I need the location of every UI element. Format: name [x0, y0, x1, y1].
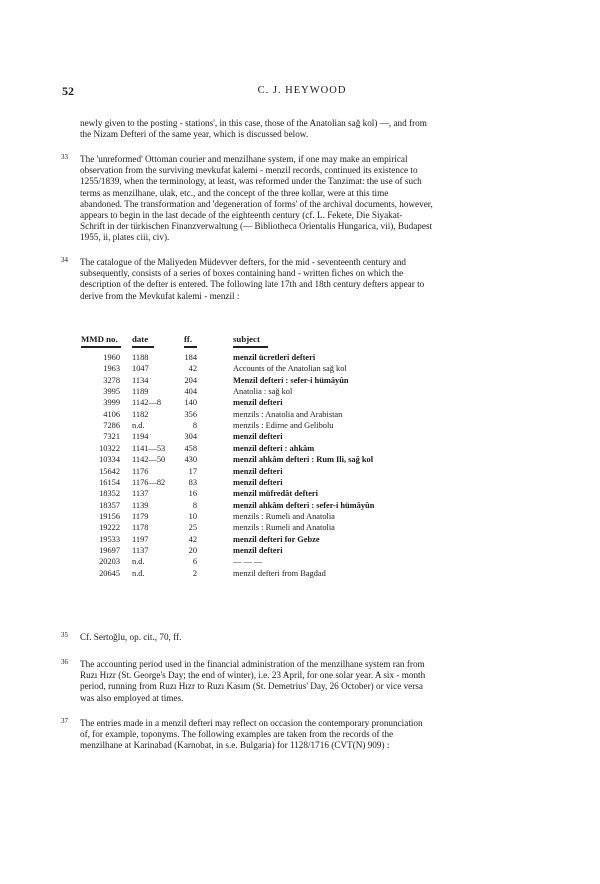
subject-cell: menzil defteri for Gebze: [233, 534, 320, 544]
subject-cell: menzil ücretleri defteri: [233, 353, 316, 362]
subject-cell: Accounts of the Anatolian sağ kol: [233, 364, 347, 374]
subject-cell: Menzil defteri : sefer-i hümâyûn: [233, 375, 349, 385]
ff-cell: 204: [184, 375, 197, 385]
column-header-date: date: [132, 334, 149, 344]
ff-cell: 8: [192, 421, 197, 431]
mmd-no-cell: 3995: [103, 387, 120, 397]
text-line: terms as menzilhane, ulak, etc., and the concept of the three kollar, were at this time: [80, 187, 389, 198]
subject-cell: menzils : Edirne and Gelibolu: [233, 421, 334, 431]
footnote-37: [80, 718, 558, 752]
mmd-no-cell: 20203: [99, 557, 120, 567]
subject-cell: menzil defteri: [233, 477, 283, 487]
ff-cell: 2: [192, 568, 197, 578]
subject-cell: menzil defteri : ahkâm: [233, 443, 315, 453]
mmd-no-cell: 4106: [103, 409, 120, 419]
page-number: 52: [62, 84, 74, 98]
date-cell: 1179: [132, 511, 149, 521]
text-line: of, for example, toponyms. The following examples are taken from the records of the: [80, 729, 394, 740]
text-line: the Nizam Defteri of the same year, which is discussed below.: [80, 129, 309, 140]
text-line: 1955, ii, plates ciii, civ).: [80, 232, 170, 243]
text-line: was also employed at times.: [80, 692, 184, 703]
text-line: observation from the surviving mevkufat kalemi - menzil records, continued its existence to: [80, 165, 418, 176]
date-cell: 1137: [132, 489, 149, 499]
mmd-no-cell: 15642: [99, 466, 120, 476]
text-line: description of the defter is entered. The following late 17th and 18th century defters appear to: [80, 279, 425, 290]
header-rule: [132, 346, 154, 348]
ff-cell: 304: [184, 432, 197, 442]
mmd-no-cell: 19156: [99, 511, 120, 521]
text-line: The accounting period used in the financial administration of the menzilhane system ran from: [80, 659, 425, 669]
subject-cell: — — —: [233, 557, 263, 567]
date-cell: 1176: [132, 466, 149, 476]
mmd-no-cell: 7321: [103, 432, 120, 442]
subject-cell: menzil defteri: [233, 466, 283, 476]
footnote-marker: 36: [61, 658, 68, 666]
date-cell: 1142—50: [132, 455, 166, 465]
mmd-no-cell: 19222: [99, 523, 120, 533]
text-line: The entries made in a menzil defteri may reflect on occasion the contemporary pronunciation: [80, 718, 423, 728]
text-line: Schrift in der türkischen Finanzverwaltung (— Bibliotheca Orientalis Hungarica, vii), Budapest: [80, 221, 433, 232]
mmd-no-cell: 20645: [99, 568, 120, 578]
date-cell: n.d.: [132, 421, 145, 431]
ff-cell: 16: [188, 489, 197, 499]
mmd-no-cell: 7286: [103, 421, 120, 431]
ff-cell: 430: [184, 455, 197, 465]
mmd-no-cell: 10334: [99, 455, 120, 465]
text-line: Ruzı Hızr (St. George's Day; the end of winter), i.e. 23 April, for one solar year. A six - month: [80, 670, 426, 681]
date-cell: 1141—53: [132, 443, 166, 453]
page-header: [62, 84, 542, 100]
subject-cell: Anatolia : sağ kol: [233, 387, 293, 397]
header-rule: [184, 346, 197, 348]
text-line: period, running from Ruzı Hızr to Ruzı Kasım (St. Demetrius' Day, 26 October) or vice versa: [80, 681, 423, 692]
text-line: 1255/1839, when the terminology, at least, was reformed under the Tanzimat: the use of such: [80, 176, 422, 187]
ff-cell: 356: [184, 409, 197, 419]
text-line: Cf. Sertoğlu, op. cit., 70, ff.: [80, 632, 182, 642]
text-line: newly given to the posting - stations', in this case, those of the Anatolian sağ kol) —, and from: [80, 118, 427, 128]
mmd-no-cell: 3278: [103, 375, 120, 385]
ff-cell: 458: [184, 443, 197, 453]
text-line: The catalogue of the Maliyeden Müdevver defters, for the mid - seventeenth century and: [80, 257, 407, 267]
date-cell: n.d.: [132, 557, 145, 567]
mmd-no-cell: 19533: [99, 534, 120, 544]
mmd-no-cell: 18352: [99, 489, 120, 499]
mmd-no-cell: 1963: [103, 364, 120, 374]
ff-cell: 10: [188, 511, 197, 521]
mmd-no-cell: 10322: [99, 443, 120, 453]
subject-cell: menzil ahkâm defteri : Rum Ili, sağ kol: [233, 455, 374, 465]
ff-cell: 17: [188, 466, 197, 476]
date-cell: 1188: [132, 353, 149, 362]
date-cell: 1137: [132, 545, 149, 555]
subject-cell: menzil defteri: [233, 398, 283, 408]
footnote-34: [80, 257, 558, 302]
date-cell: 1176—82: [132, 477, 166, 487]
text-line: menzilhane at Karinabad (Karnobat, in s.e. Bulgaria) for 1128/1716 (CVT(N) 909) :: [80, 740, 390, 751]
date-cell: 1047: [132, 364, 149, 374]
header-rule: [233, 346, 268, 348]
subject-cell: menzils : Anatolia and Arabistan: [233, 409, 343, 419]
text-line: subsequently, consists of a series of boxes containing hand - written fiches on which the: [80, 268, 404, 279]
ff-cell: 42: [188, 534, 197, 544]
mmd-no-cell: 19697: [99, 545, 120, 555]
ff-cell: 20: [188, 545, 197, 555]
date-cell: 1194: [132, 432, 149, 442]
footnote-36: [80, 659, 558, 704]
column-header-ff: ff.: [184, 334, 193, 344]
text-line: The 'unreformed' Ottoman courier and menzilhane system, if one may make an empirical: [80, 154, 408, 164]
date-cell: 1134: [132, 375, 149, 385]
subject-cell: menzil defteri: [233, 545, 283, 555]
date-cell: 1182: [132, 409, 149, 419]
date-cell: 1178: [132, 523, 149, 533]
continuation-paragraph: [80, 118, 558, 140]
subject-cell: menzil ahkâm defteri : sefer-i hümâyûn: [233, 500, 375, 510]
subject-cell: menzils : Rumeli and Anatolia: [233, 511, 335, 521]
text-line: derive from the Mevkufat kalemi - menzil :: [80, 290, 240, 301]
running-head: C. J. HEYWOOD: [257, 85, 347, 96]
date-cell: 1189: [132, 387, 149, 397]
ff-cell: 8: [192, 500, 197, 510]
subject-cell: menzil defteri: [233, 432, 283, 442]
ff-cell: 83: [188, 477, 197, 487]
mmd-no-cell: 3999: [103, 398, 120, 408]
mmd-no-cell: 16154: [99, 477, 120, 487]
footnote-marker: 37: [61, 717, 68, 725]
date-cell: 1197: [132, 534, 149, 544]
ff-cell: 42: [188, 364, 197, 374]
header-rule: [81, 346, 121, 348]
footnote-marker: 33: [61, 153, 68, 161]
ff-cell: 6: [192, 557, 197, 567]
subject-cell: menzil defteri from Bagdad: [233, 568, 326, 578]
ff-cell: 184: [184, 353, 197, 362]
text-line: appears to begin in the last decade of the eighteenth century (cf. L. Fekete, Die Siyakat-: [80, 210, 403, 221]
footnote-35: [80, 632, 558, 643]
ff-cell: 25: [188, 523, 197, 533]
date-cell: 1142—8: [132, 398, 162, 408]
subject-cell: menzils : Rumeli and Anatolia: [233, 523, 335, 533]
ff-cell: 404: [184, 387, 197, 397]
footnote-marker: 34: [61, 256, 68, 264]
text-line: abandoned. The transformation and 'degeneration of forms' of the archival documents, however,: [80, 198, 433, 209]
date-cell: n.d.: [132, 568, 145, 578]
footnote-33: [80, 154, 558, 244]
mmd-no-cell: 18357: [99, 500, 120, 510]
column-header-subject: subject: [233, 334, 260, 344]
mmd-no-cell: 1960: [103, 353, 120, 362]
date-cell: 1139: [132, 500, 149, 510]
column-header-mmd-no: MMD no.: [81, 334, 118, 344]
ff-cell: 140: [184, 398, 197, 408]
footnote-marker: 35: [61, 631, 68, 639]
subject-cell: menzil müfredât defteri: [233, 489, 318, 499]
